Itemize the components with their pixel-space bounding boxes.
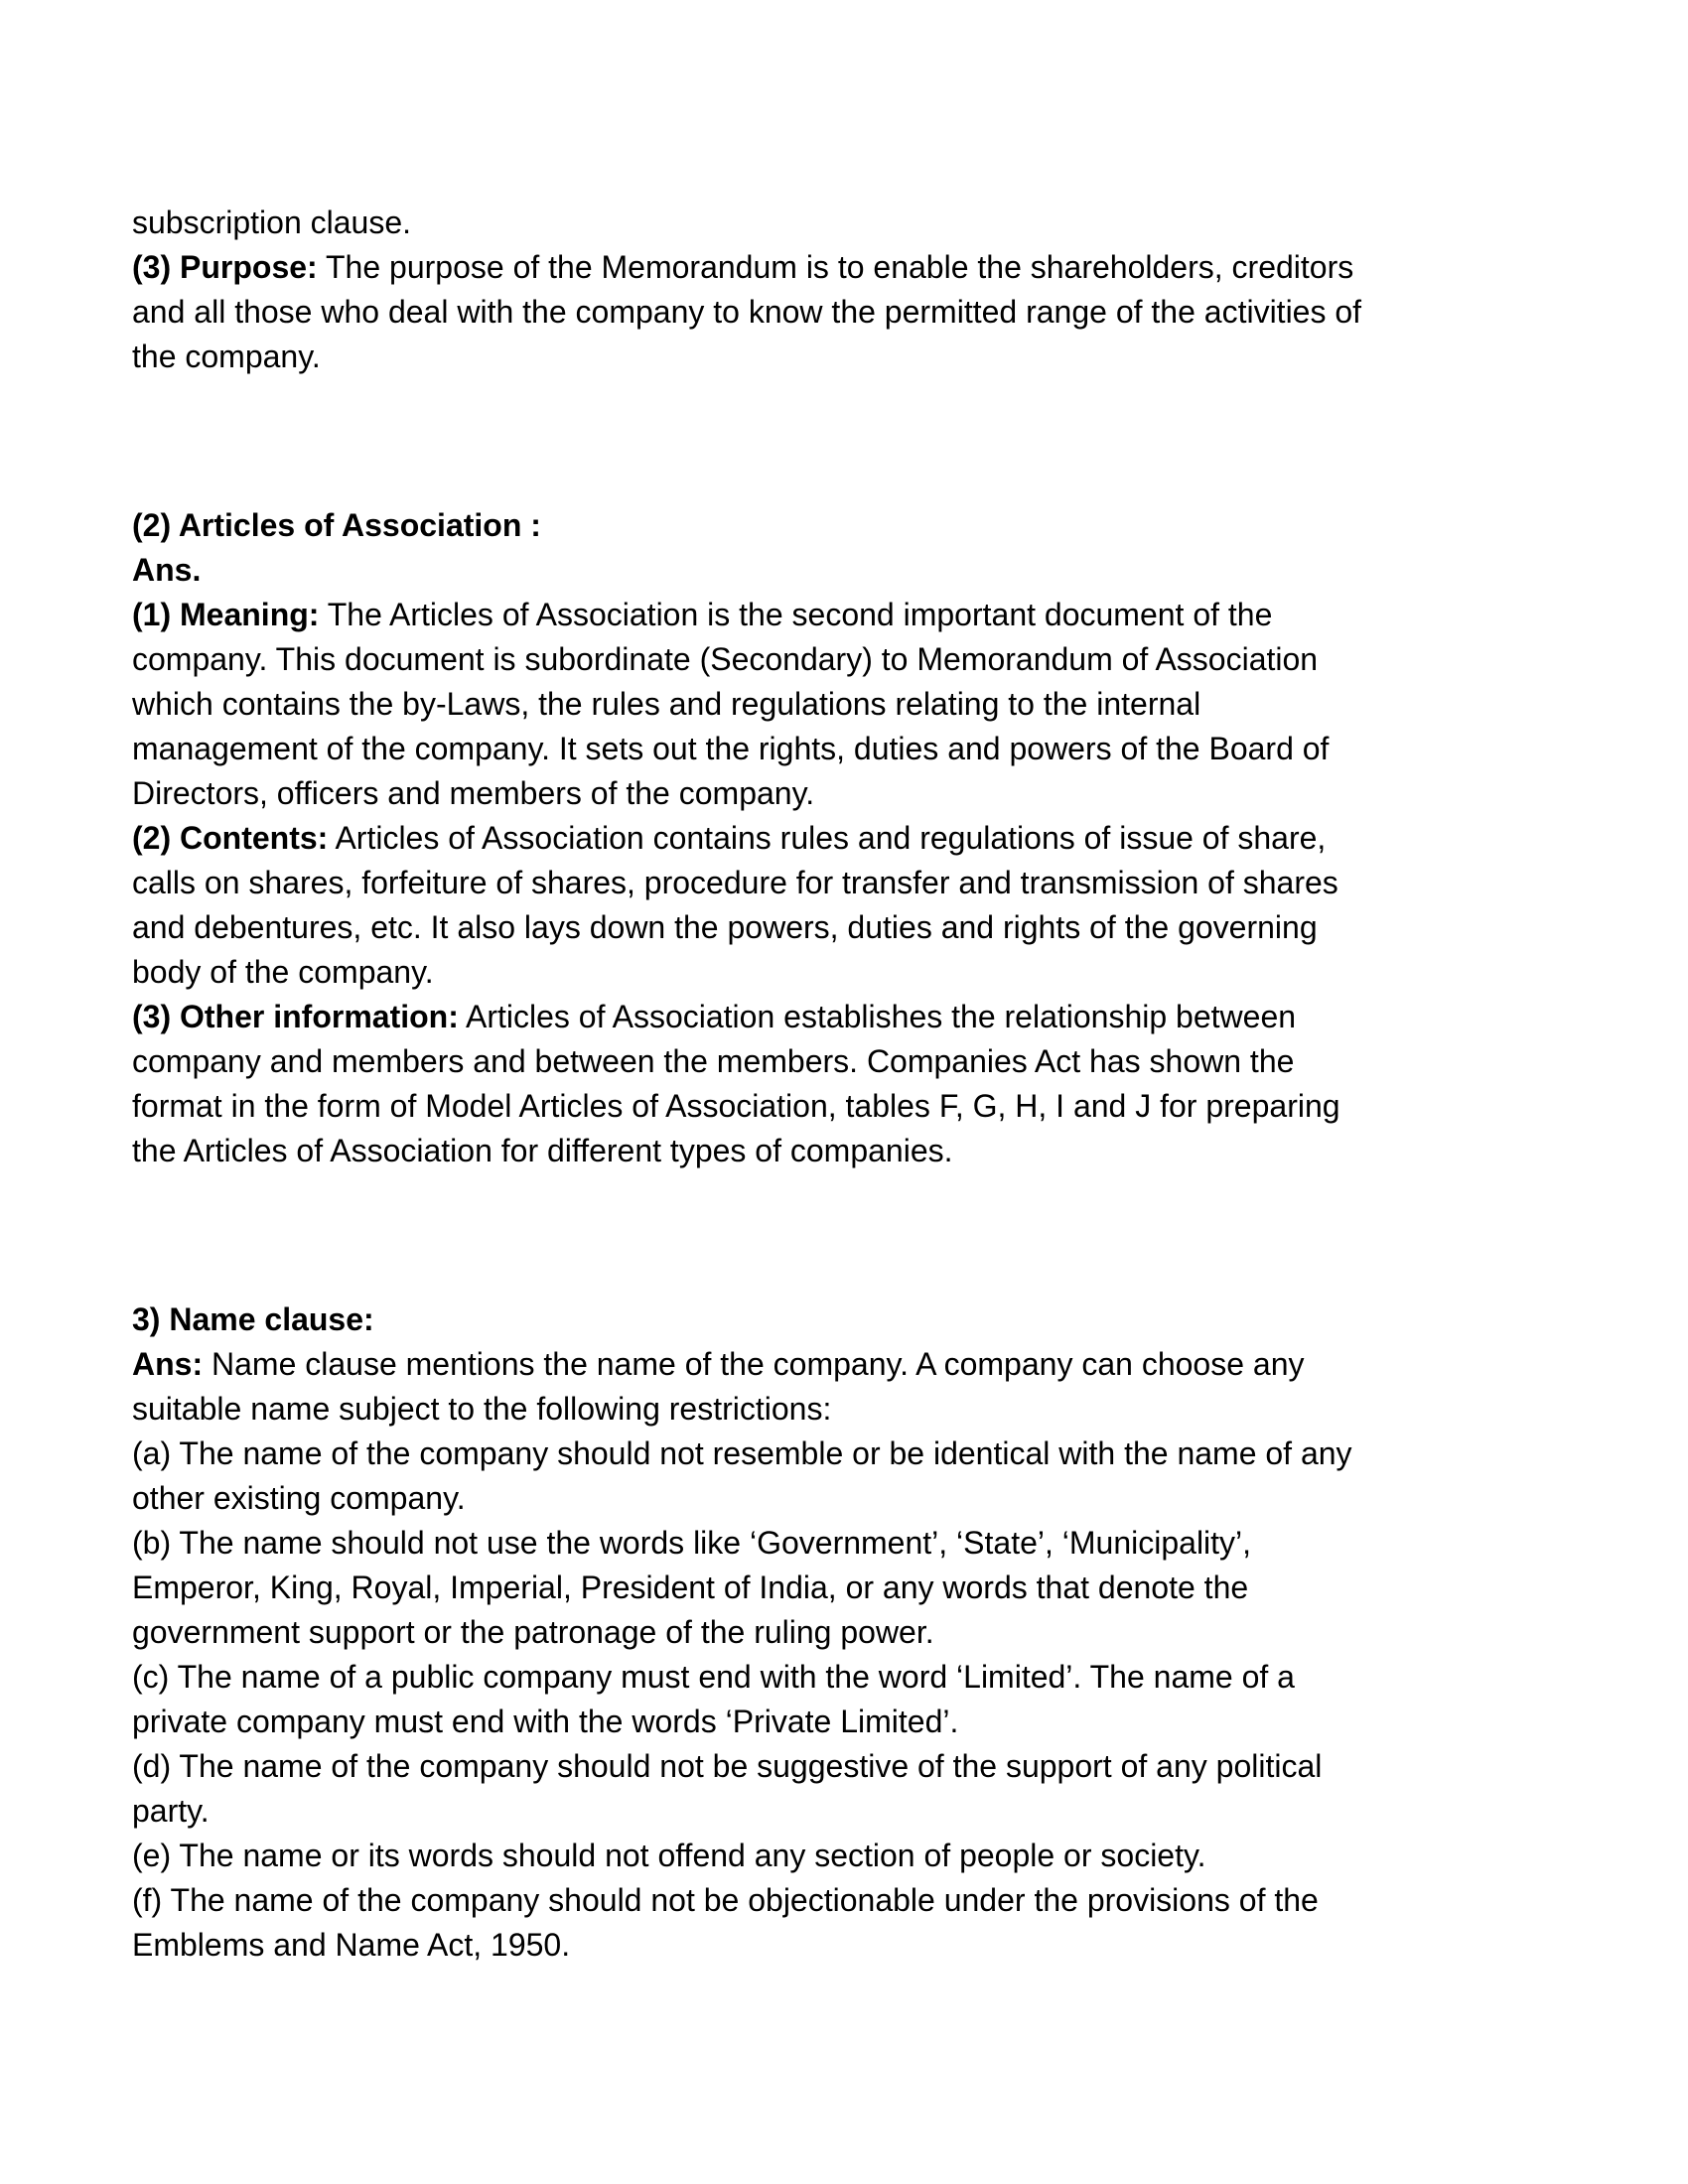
paragraph bbox=[132, 1655, 1562, 1744]
text-run: government support or the patronage of the ruling power. bbox=[132, 1614, 934, 1650]
text-line bbox=[132, 1700, 1562, 1744]
text-run: (b) The name should not use the words like ‘Government’, ‘State’, ‘Municipality’, bbox=[132, 1525, 1252, 1561]
text-run: The Articles of Association is the second important document of the bbox=[319, 597, 1273, 632]
text-run: Articles of Association establishes the relationship between bbox=[458, 999, 1297, 1034]
text-run: Emperor, King, Royal, Imperial, President of India, or any words that denote the bbox=[132, 1570, 1249, 1605]
text-line bbox=[132, 905, 1562, 950]
text-run: (e) The name or its words should not offend any section of people or society. bbox=[132, 1838, 1206, 1873]
text-line bbox=[132, 1655, 1562, 1700]
text-run: which contains the by-Laws, the rules and regulations relating to the internal bbox=[132, 686, 1201, 722]
text-run: company and members and between the members. Companies Act has shown the bbox=[132, 1043, 1295, 1079]
text-run: other existing company. bbox=[132, 1480, 466, 1516]
text-line bbox=[132, 1476, 1562, 1521]
paragraph-spacer bbox=[132, 379, 1562, 503]
text-line bbox=[132, 861, 1562, 905]
bold-text-run: 3) Name clause: bbox=[132, 1301, 374, 1337]
bold-text-run: (1) Meaning: bbox=[132, 597, 320, 632]
bold-text-run: (3) Other information: bbox=[132, 999, 459, 1034]
paragraph bbox=[132, 1834, 1562, 1878]
paragraph bbox=[132, 201, 1562, 245]
text-line bbox=[132, 201, 1562, 245]
text-run: Directors, officers and members of the company. bbox=[132, 775, 815, 811]
text-run: the company. bbox=[132, 339, 321, 374]
text-run: and all those who deal with the company to know the permitted range of the activities of bbox=[132, 294, 1362, 330]
paragraph bbox=[132, 1744, 1562, 1834]
text-line bbox=[132, 816, 1562, 861]
text-run: and debentures, etc. It also lays down the powers, duties and rights of the governing bbox=[132, 909, 1318, 945]
text-run: (c) The name of a public company must end with the word ‘Limited’. The name of a bbox=[132, 1659, 1295, 1695]
text-run: private company must end with the words ‘Private Limited’. bbox=[132, 1704, 959, 1739]
text-run: party. bbox=[132, 1793, 210, 1829]
document-content bbox=[132, 201, 1562, 1968]
text-line bbox=[132, 1923, 1562, 1968]
text-line bbox=[132, 1039, 1562, 1084]
text-run: format in the form of Model Articles of Association, tables F, G, H, I and J for preparing bbox=[132, 1088, 1340, 1124]
text-run: management of the company. It sets out the rights, duties and powers of the Board of bbox=[132, 731, 1330, 766]
paragraph bbox=[132, 593, 1562, 816]
text-line bbox=[132, 1610, 1562, 1655]
paragraph bbox=[132, 503, 1562, 548]
text-line bbox=[132, 1834, 1562, 1878]
text-run: body of the company. bbox=[132, 954, 434, 990]
text-line bbox=[132, 1432, 1562, 1476]
text-run: subscription clause. bbox=[132, 205, 412, 240]
text-run: (d) The name of the company should not be suggestive of the support of any political bbox=[132, 1748, 1323, 1784]
text-line bbox=[132, 1129, 1562, 1173]
text-line bbox=[132, 771, 1562, 816]
text-run: company. This document is subordinate (Secondary) to Memorandum of Association bbox=[132, 641, 1319, 677]
text-line bbox=[132, 290, 1562, 335]
text-line bbox=[132, 1387, 1562, 1432]
text-run: Emblems and Name Act, 1950. bbox=[132, 1927, 571, 1963]
text-line bbox=[132, 245, 1562, 290]
text-line bbox=[132, 1744, 1562, 1789]
bold-text-run: (2) Articles of Association : bbox=[132, 507, 541, 543]
text-line bbox=[132, 1084, 1562, 1129]
text-line bbox=[132, 950, 1562, 995]
text-run: calls on shares, forfeiture of shares, procedure for transfer and transmission of shares bbox=[132, 865, 1338, 900]
text-line bbox=[132, 1566, 1562, 1610]
text-line bbox=[132, 1297, 1562, 1342]
bold-text-run: Ans: bbox=[132, 1346, 204, 1382]
text-line bbox=[132, 1521, 1562, 1566]
text-line bbox=[132, 637, 1562, 682]
text-run: Name clause mentions the name of the company. A company can choose any bbox=[203, 1346, 1305, 1382]
text-line bbox=[132, 682, 1562, 727]
paragraph bbox=[132, 995, 1562, 1173]
paragraph-spacer bbox=[132, 1173, 1562, 1297]
text-run: The purpose of the Memorandum is to enable the shareholders, creditors bbox=[317, 249, 1354, 285]
text-line bbox=[132, 503, 1562, 548]
text-line bbox=[132, 1789, 1562, 1834]
paragraph bbox=[132, 816, 1562, 995]
text-line bbox=[132, 548, 1562, 593]
text-line bbox=[132, 995, 1562, 1039]
paragraph bbox=[132, 1342, 1562, 1432]
paragraph bbox=[132, 1521, 1562, 1655]
text-run: (f) The name of the company should not be objectionable under the provisions of the bbox=[132, 1882, 1319, 1918]
paragraph bbox=[132, 1432, 1562, 1521]
text-run: Articles of Association contains rules and regulations of issue of share, bbox=[328, 820, 1327, 856]
paragraph bbox=[132, 1297, 1562, 1342]
text-line bbox=[132, 1342, 1562, 1387]
bold-text-run: (3) Purpose: bbox=[132, 249, 318, 285]
text-line bbox=[132, 1878, 1562, 1923]
text-run: suitable name subject to the following restrictions: bbox=[132, 1391, 832, 1427]
text-line bbox=[132, 727, 1562, 771]
text-run: the Articles of Association for different types of companies. bbox=[132, 1133, 953, 1168]
bold-text-run: (2) Contents: bbox=[132, 820, 329, 856]
paragraph bbox=[132, 548, 1562, 593]
text-line bbox=[132, 335, 1562, 379]
text-line bbox=[132, 593, 1562, 637]
paragraph bbox=[132, 245, 1562, 379]
bold-text-run: Ans. bbox=[132, 552, 202, 588]
text-run: (a) The name of the company should not resemble or be identical with the name of any bbox=[132, 1435, 1352, 1471]
paragraph bbox=[132, 1878, 1562, 1968]
